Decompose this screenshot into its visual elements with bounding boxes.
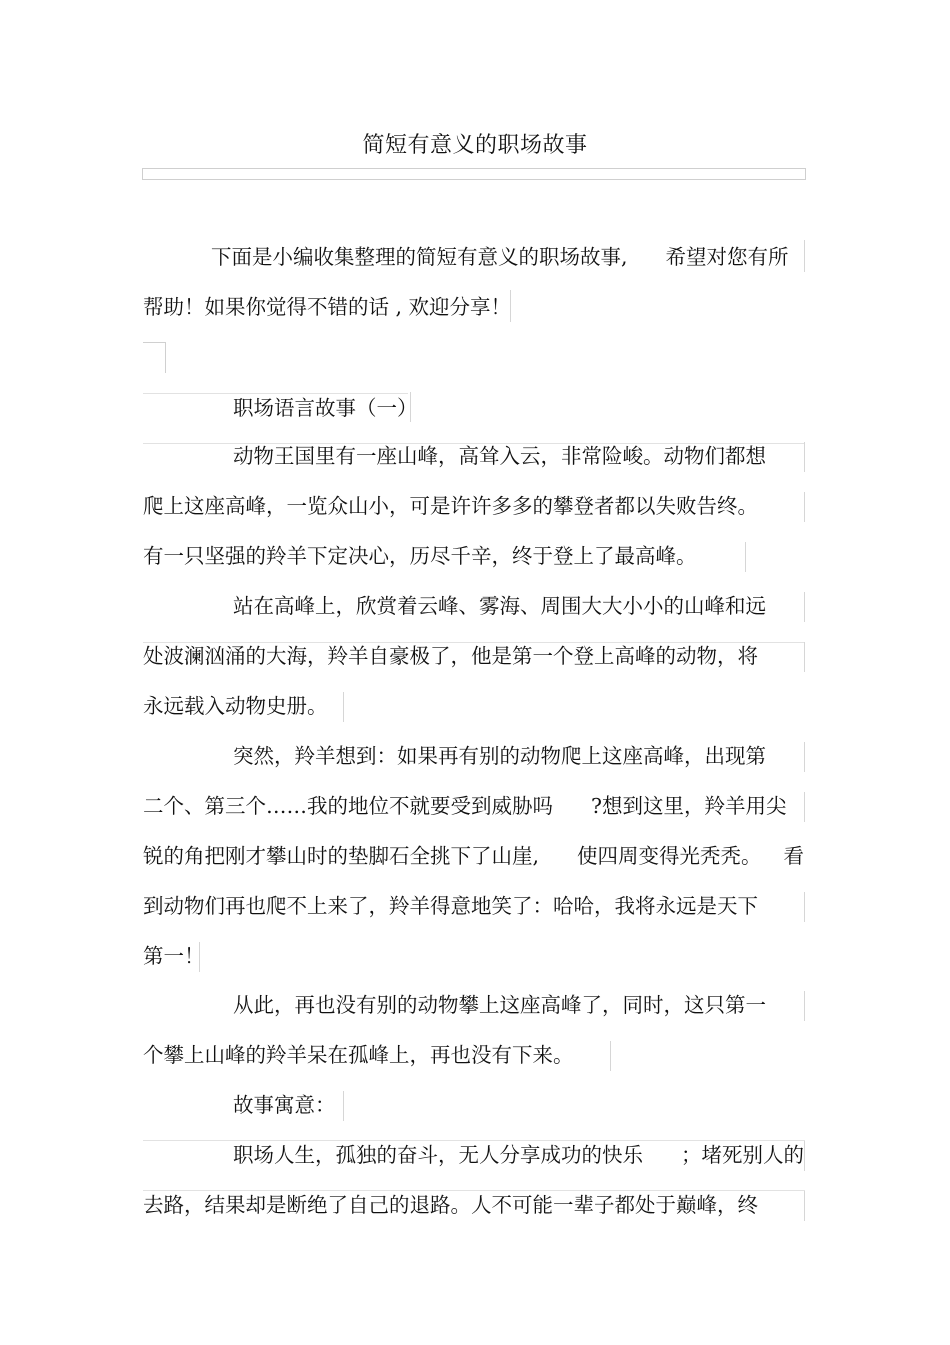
line-marker [804, 1141, 805, 1171]
paragraph-line: 去路，结果却是断绝了自己的退路。人不可能一辈子都处于巅峰，终 [143, 1193, 758, 1217]
paragraph-line [143, 792, 787, 820]
text-run: ?想到这里，羚羊用尖 [591, 794, 787, 818]
paragraph-line: 有一只坚强的羚羊下定决心，历尽千辛，终于登上了最高峰。 [143, 544, 697, 568]
intro-line-1 [211, 243, 789, 271]
paragraph-line [233, 1141, 804, 1169]
line-marker [804, 240, 805, 272]
line-marker [804, 442, 805, 472]
text-run: ；堵死别人的 [681, 1143, 804, 1167]
line-marker [343, 1091, 344, 1121]
section-heading: 职场语言故事（一） [233, 396, 418, 420]
empty-paragraph-marker [143, 342, 166, 373]
text-run: 二个、第三个……我的地位不就要受到威胁吗 [143, 794, 553, 818]
line-marker [804, 642, 805, 672]
text-run: 使四周变得光秃秃。 [577, 844, 762, 868]
paragraph-line: 永远载入动物史册。 [143, 694, 328, 718]
text-run: 看 [783, 844, 805, 868]
text-run: 锐的角把刚才攀山时的垫脚石全挑下了山崖, [143, 844, 540, 868]
line-marker [804, 592, 805, 622]
line-marker [804, 1191, 805, 1221]
line-marker [804, 892, 805, 922]
line-marker [510, 290, 511, 322]
paragraph-line: 处波澜汹涌的大海，羚羊自豪极了，他是第一个登上高峰的动物，将 [143, 644, 758, 668]
paragraph-line: 到动物们再也爬不上来了，羚羊得意地笑了：哈哈，我将永远是天下 [143, 894, 758, 918]
line-marker [199, 942, 200, 972]
paragraph-line: 动物王国里有一座山峰，高耸入云，非常险峻。动物们都想 [233, 444, 766, 468]
line-marker [804, 792, 805, 822]
text-run: 职场人生，孤独的奋斗，无人分享成功的快乐 [233, 1143, 643, 1167]
paragraph-line: 从此，再也没有别的动物攀上这座高峰了，同时，这只第一 [233, 993, 766, 1017]
intro-line-2: 帮助！如果你觉得不错的话 , 欢迎分享！ [143, 295, 512, 319]
paragraph-line [143, 842, 804, 870]
paragraph-line: 个攀上山峰的羚羊呆在孤峰上，再也没有下来。 [143, 1043, 574, 1067]
paragraph-line: 第一！ [143, 944, 205, 968]
title-underline [142, 168, 806, 180]
line-marker [804, 742, 805, 772]
moral-heading: 故事寓意： [233, 1093, 336, 1117]
intro-text: 希望对您有所 [665, 245, 789, 269]
line-marker [610, 1041, 611, 1071]
intro-text: 下面是小编收集整理的简短有意义的职场故事, [211, 245, 628, 269]
line-marker [745, 542, 746, 572]
paragraph-line: 突然，羚羊想到：如果再有别的动物爬上这座高峰，出现第 [233, 744, 766, 768]
line-marker [804, 991, 805, 1021]
line-marker [410, 392, 411, 422]
line-marker [804, 492, 805, 522]
paragraph-line: 站在高峰上，欣赏着云峰、雾海、周围大大小小的山峰和远 [233, 594, 766, 618]
line-marker [343, 692, 344, 722]
paragraph-line: 爬上这座高峰，一览众山小，可是许许多多的攀登者都以失败告终。 [143, 494, 758, 518]
document-title: 简短有意义的职场故事 [362, 133, 588, 158]
